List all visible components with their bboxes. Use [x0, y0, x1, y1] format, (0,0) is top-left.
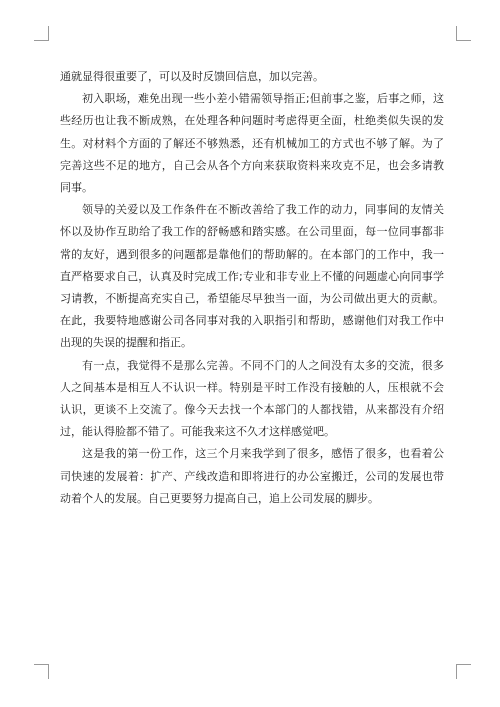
paragraph-workplace-mistakes: 初入职场，难免出现一些小差小错需领导指正;但前事之鉴，后事之师，这些经历也让我不断成熟，在处理各种问题时考虑得更全面，杜绝类似失误的发生。对材料个方面的了解还不够熟悉，还有机械加工的方式也不够了解。为了完善这些不足的地方，自己会从各个方向来获取资料来攻克不足，也会多请教同事。 — [60, 92, 444, 195]
crop-mark-top-right — [456, 26, 471, 41]
document-body — [60, 66, 444, 510]
crop-mark-bottom-left — [34, 664, 49, 679]
crop-mark-top-left — [34, 26, 49, 41]
crop-mark-bottom-right — [456, 664, 471, 679]
paragraph-conclusion: 这是我的第一份工作，这三个月来我学到了很多，感悟了很多，也看着公司快速的发展着：扩产、产线改造和即将进行的办公室搬迁，公司的发展也带动着个人的发展。自己更要努力提高自己，追上公司发展的脚步。 — [60, 447, 444, 505]
paragraph-communication-issue: 有一点，我觉得不是那么完善。不同不门的人之间没有太多的交流，很多人之间基本是相互人不认识一样。特别是平时工作没有接触的人，压根就不会认识，更谈不上交流了。像今天去找一个本部门的人都找错，从来都没有介绍过，能认得脸都不错了。可能我来这不久才这样感觉吧。 — [60, 358, 444, 439]
paragraph-colleagues-support: 领导的关爱以及工作条件在不断改善给了我工作的动力，同事间的友情关怀以及协作互助给了我工作的舒畅感和踏实感。在公司里面，每一位同事都非常的友好，遇到很多的问题都是靠他们的帮助解的。在本部门的工作中，我一直严格要求自己，认真及时完成工作;专业和非专业上不懂的问题虚心向同事学习请教，不断提高充实自己，希望能尽早独当一面，为公司做出更大的贡献。在此，我要特地感谢公司各同事对我的入职指引和帮助，感谢他们对我工作中出现的失误的提醒和指正。 — [60, 203, 444, 350]
paragraph-continuation: 通就显得很重要了，可以及时反馈回信息，加以完善。 — [60, 70, 324, 83]
